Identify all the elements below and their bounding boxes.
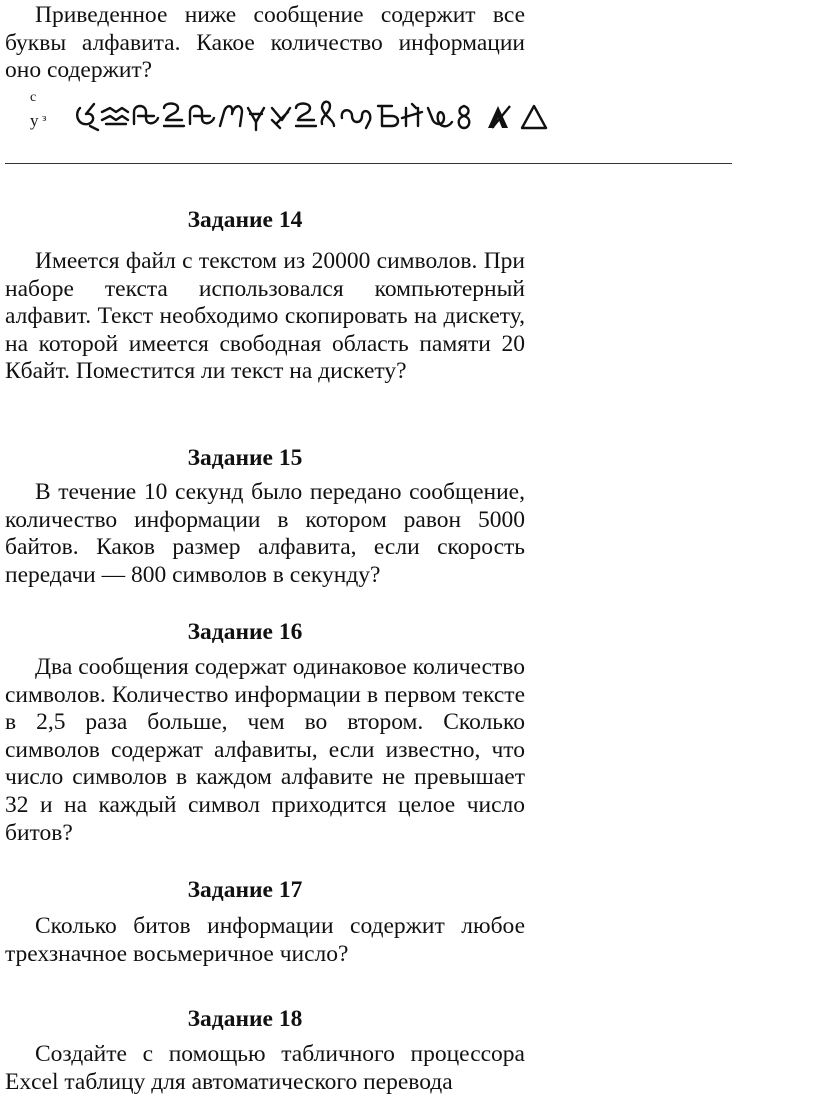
label-superscript: з (42, 112, 47, 124)
task-17-paragraph (5, 913, 525, 968)
task-14-text: Имеется файл с текстом из 20000 символов. При наборе текста использовался компьютерный алфавит. Текст необходимо скопировать на дискету, на которой имеется свободная область памяти 20 Кбайт. Поместится ли текст на дискету? (5, 248, 525, 385)
label-u: у (30, 111, 39, 130)
task-18-paragraph (5, 1041, 525, 1096)
intro-paragraph (5, 2, 525, 85)
task-16-paragraph (5, 654, 525, 847)
task-18-text: Создайте с помощью табличного процессора Excel таблицу для автоматического перевода (5, 1041, 525, 1095)
task-16-title: Задание 16 (187, 619, 303, 645)
horizontal-divider (5, 163, 732, 164)
task-15-text: В течение 10 секунд было передано сообщение, количество информации в котором равон 5000 байтов. Каков размер алфавита, если скорость передачи — 800 символов в секунду? (5, 479, 525, 588)
task-15-paragraph (5, 479, 525, 589)
task-16-text: Два сообщения содержат одинаковое количество символов. Количество информации в первом тексте в 2,5 раза больше, чем во втором. Сколько символов содержат алфавиты, если известно, что число символов в каждом алфавите не превышает 32 и на каждый символ приходится целое число битов? (5, 654, 525, 846)
task-14-paragraph (5, 248, 525, 386)
task-14-title: Задание 14 (187, 207, 303, 233)
task-18-title: Задание 18 (187, 1006, 303, 1032)
intro-text: Приведенное ниже сообщение содержит все буквы алфавита. Какое количество информации оно содержит? (5, 2, 525, 84)
task-17-title: Задание 17 (187, 877, 303, 903)
task-15-title: Задание 15 (187, 445, 303, 471)
task-17-text: Сколько битов информации содержит любое трехзначное восьмеричное число? (5, 913, 525, 967)
alien-script-symbols-icon (72, 98, 572, 138)
label-s: с (30, 90, 37, 105)
